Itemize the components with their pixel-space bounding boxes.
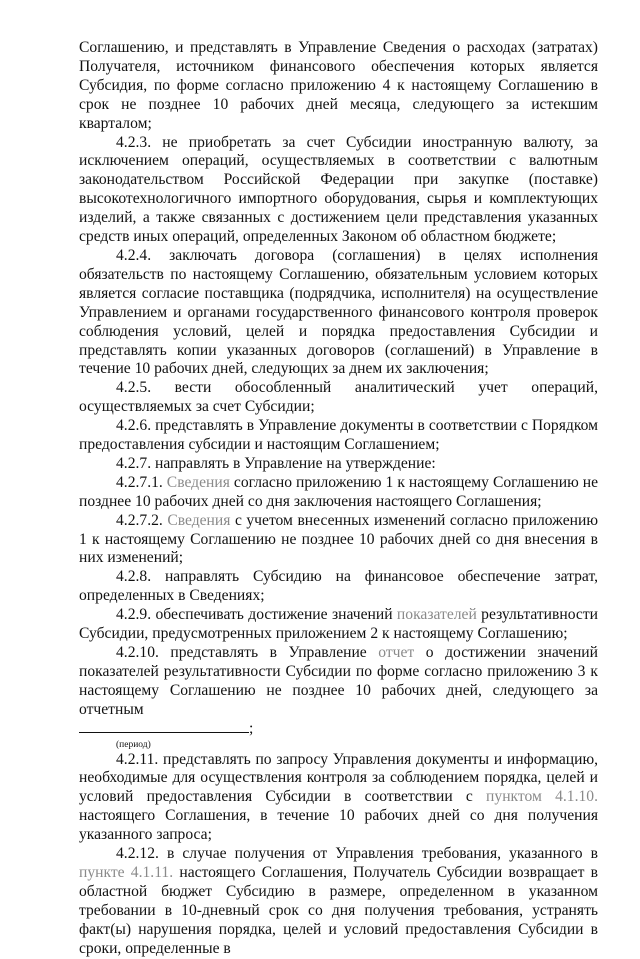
paragraph-4-2-4: 4.2.4. заключать договора (соглашения) в целях исполнения обязательств по настоящему Соглашению, обязательным условием которых является согласие поставщика (подрядчика, исполнителя) на осуществление Управлением и органами государственного финансового контроля проверок соблюдения условий, целей и порядка предоставления Субсидии и представлять копии указанных договоров (соглашений) в Управление в течение 10 рабочих дней, следующих за днем их заключения; (79, 246, 598, 378)
paragraph-text: 4.2.7.2. (116, 511, 168, 529)
paragraph-text: настоящего Соглашения, Получатель Субсидии возвращает в областной бюджет Субсидию в размере, определенном в указанном требовании в 10-дневный срок со дня получения требования, устранять факт(ы) нарушения порядка, целей и условий предоставления Субсидии в сроки, определенные в (79, 863, 598, 957)
paragraph-text: результативности Субсидии, предусмотренных приложением 2 к настоящему Соглашению; (79, 606, 598, 643)
link-svedeniya[interactable]: Сведения (167, 511, 231, 529)
link-otchet[interactable]: отчет (378, 644, 415, 661)
paragraph-text: ; (249, 719, 254, 737)
paragraph-text: 4.2.10. представлять в Управление (116, 644, 379, 661)
paragraph-4-2-9 (79, 606, 598, 644)
document-page (79, 39, 598, 959)
paragraph-text: 4.2.7.1. (116, 473, 167, 491)
paragraph-4-2-12 (79, 845, 598, 958)
paragraph-4-2-7-2 (79, 512, 598, 569)
link-svedeniya[interactable]: Сведения (166, 473, 230, 491)
paragraph-text: 4.2.12. в случае получения от Управления требования, указанного в (116, 845, 598, 863)
fill-in-blank-period (79, 720, 249, 733)
paragraph-text: настоящего Соглашения, в течение 10 рабочих дней со дня получения указанного запроса; (79, 807, 598, 844)
link-punkt-4-1-10[interactable]: пунктом 4.1.10. (486, 788, 598, 806)
paragraph-4-2-5: 4.2.5. вести обособленный аналитический учет операций, осуществляемых за счет Субсидии; (79, 379, 598, 416)
paragraph-4-2-11 (79, 751, 598, 846)
paragraph-text: согласно приложению 1 к настоящему Соглашению не позднее 10 рабочих дней со дня заключения настоящего Соглашения; (79, 473, 599, 510)
paragraph-4-2-10 (79, 644, 598, 739)
paragraph-text: о достижении значений показателей результативности Субсидии по форме согласно приложению 3 к настоящему Соглашению не позднее 10 рабочих дней, следующего за отчетным (79, 644, 598, 718)
link-punkt-4-1-11[interactable]: пункте 4.1.11. (79, 863, 174, 881)
paragraph-text: 4.2.9. обеспечивать достижение значений (116, 606, 397, 624)
paragraph-4-2-7: 4.2.7. направлять в Управление на утверждение: (116, 454, 436, 472)
paragraph-4-2-8: 4.2.8. направлять Субсидию на финансовое обеспечение затрат, определенных в Сведениях; (79, 568, 598, 605)
link-pokazateley[interactable]: показателей (396, 606, 477, 624)
paragraph-4-2-3: 4.2.3. не приобретать за счет Субсидии иностранную валюту, за исключением операций, осуществляемых в соответствии с валютным законодательством Российской Федерации при закупке (поставке) высокотехнологичного импортного оборудования, сырья и комплектующих изделий, а также связанных с достижением цели представления указанных средств иных операций, определенных Законом об областном бюджете; (79, 133, 598, 246)
paragraph-4-2-7-1 (79, 474, 598, 512)
paragraph-continuation: Соглашению, и представлять в Управление Сведения о расходах (затратах) Получателя, источником финансового обеспечения которых является Субсидия, по форме согласно приложению 4 к настоящему Соглашению в срок не позднее 10 рабочих дней месяца, следующего за истекшим кварталом; (79, 39, 598, 132)
paragraph-text: с учетом внесенных изменений согласно приложению 1 к настоящему Соглашению не позднее 10 рабочих дней со дня внесения в них изменений; (79, 511, 598, 567)
paragraph-text: 4.2.11. представлять по запросу Управления документы и информацию, необходимые для осуществления контроля за соблюдением порядка, целей и условий предоставления Субсидии в соответствии с (79, 750, 598, 806)
blank-caption-period: (период) (116, 739, 151, 750)
paragraph-4-2-6: 4.2.6. представлять в Управление документы в соответствии с Порядком предоставления субсидии и настоящим Соглашением; (79, 417, 598, 454)
